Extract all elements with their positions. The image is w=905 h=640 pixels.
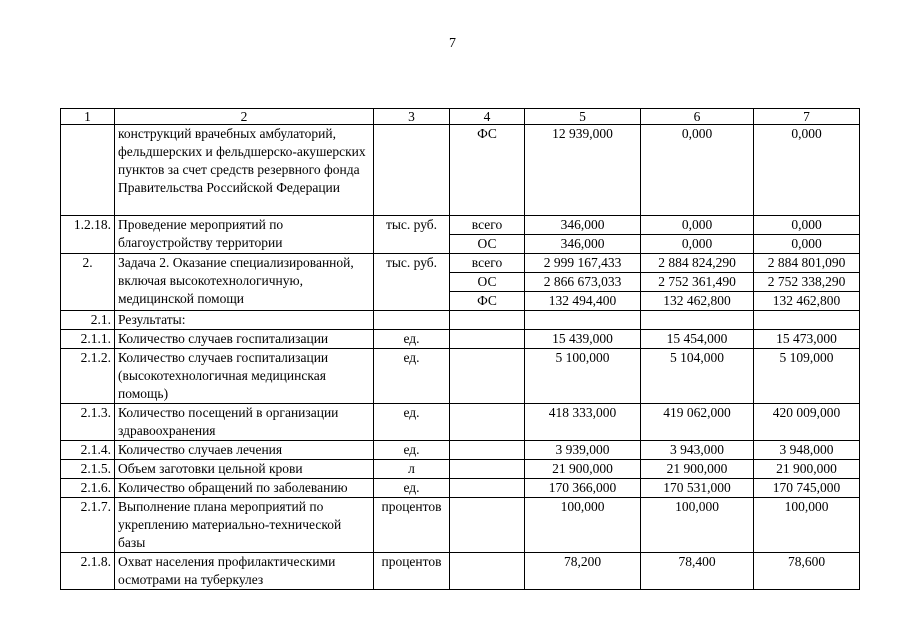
indicator-name-cell: Проведение мероприятий по благоустройству территории xyxy=(115,216,374,254)
value-cell-col5: 78,200 xyxy=(525,553,641,590)
column-header-row xyxy=(61,109,860,125)
value-cell-col6: 15 454,000 xyxy=(641,330,754,349)
row-number-cell: 2. xyxy=(61,254,115,311)
funding-source-cell xyxy=(450,460,525,479)
value-cell-col7: 3 948,000 xyxy=(754,441,860,460)
unit-cell: ед. xyxy=(374,441,450,460)
table-row xyxy=(61,311,860,330)
value-cell-col7: 0,000 xyxy=(754,125,860,216)
funding-source-cell: всего xyxy=(450,216,525,235)
row-number-cell: 2.1.6. xyxy=(61,479,115,498)
funding-source-cell: ФС xyxy=(450,292,525,311)
indicator-name-cell: Количество случаев госпитализации xyxy=(115,330,374,349)
row-number-cell: 2.1.7. xyxy=(61,498,115,553)
value-cell-col6: 0,000 xyxy=(641,125,754,216)
value-cell-col6 xyxy=(641,311,754,330)
value-cell-col7: 2 752 338,290 xyxy=(754,273,860,292)
indicator-name-cell: Задача 2. Оказание специализированной, включая высокотехнологичную, медицинской помощи xyxy=(115,254,374,311)
table-body xyxy=(61,109,860,590)
value-cell-col6: 78,400 xyxy=(641,553,754,590)
page-number: 7 xyxy=(449,36,456,51)
value-cell-col7: 5 109,000 xyxy=(754,349,860,404)
value-cell-col6: 100,000 xyxy=(641,498,754,553)
indicator-name-cell: Количество посещений в организации здравоохранения xyxy=(115,404,374,441)
value-cell-col6: 0,000 xyxy=(641,216,754,235)
value-cell-col5: 100,000 xyxy=(525,498,641,553)
unit-cell: ед. xyxy=(374,330,450,349)
value-cell-col6: 2 884 824,290 xyxy=(641,254,754,273)
unit-cell: ед. xyxy=(374,479,450,498)
value-cell-col7: 0,000 xyxy=(754,235,860,254)
value-cell-col5 xyxy=(525,311,641,330)
column-header: 7 xyxy=(754,109,860,125)
value-cell-col6: 170 531,000 xyxy=(641,479,754,498)
funding-source-cell xyxy=(450,479,525,498)
row-number-cell: 2.1.1. xyxy=(61,330,115,349)
table-row xyxy=(61,441,860,460)
row-number-cell: 2.1.5. xyxy=(61,460,115,479)
table-row xyxy=(61,254,860,273)
value-cell-col5: 2 866 673,033 xyxy=(525,273,641,292)
value-cell-col6: 2 752 361,490 xyxy=(641,273,754,292)
column-header: 3 xyxy=(374,109,450,125)
unit-cell: ед. xyxy=(374,349,450,404)
row-number-cell: 2.1.3. xyxy=(61,404,115,441)
value-cell-col5: 170 366,000 xyxy=(525,479,641,498)
value-cell-col7: 170 745,000 xyxy=(754,479,860,498)
indicator-name-cell: Количество случаев госпитализации (высокотехнологичная медицинская помощь) xyxy=(115,349,374,404)
value-cell-col7 xyxy=(754,311,860,330)
unit-cell: тыс. руб. xyxy=(374,216,450,254)
value-cell-col5: 346,000 xyxy=(525,235,641,254)
funding-source-cell: ОС xyxy=(450,273,525,292)
indicators-table xyxy=(60,108,860,590)
column-header: 6 xyxy=(641,109,754,125)
table-row xyxy=(61,460,860,479)
funding-source-cell: всего xyxy=(450,254,525,273)
indicator-name-cell: конструкций врачебных амбулаторий, фельдшерских и фельдшерско-акушерских пунктов за счет средств резервного фонда Правительства Российской Федерации xyxy=(115,125,374,216)
value-cell-col6: 3 943,000 xyxy=(641,441,754,460)
unit-cell: ед. xyxy=(374,404,450,441)
column-header: 2 xyxy=(115,109,374,125)
funding-source-cell xyxy=(450,441,525,460)
row-number-cell: 2.1.4. xyxy=(61,441,115,460)
value-cell-col7: 2 884 801,090 xyxy=(754,254,860,273)
value-cell-col7: 420 009,000 xyxy=(754,404,860,441)
indicator-name-cell: Количество случаев лечения xyxy=(115,441,374,460)
value-cell-col5: 12 939,000 xyxy=(525,125,641,216)
value-cell-col6: 419 062,000 xyxy=(641,404,754,441)
value-cell-col7: 78,600 xyxy=(754,553,860,590)
unit-cell: процентов xyxy=(374,553,450,590)
indicator-name-cell: Объем заготовки цельной крови xyxy=(115,460,374,479)
value-cell-col7: 21 900,000 xyxy=(754,460,860,479)
indicator-name-cell: Количество обращений по заболеванию xyxy=(115,479,374,498)
unit-cell xyxy=(374,311,450,330)
row-number-cell xyxy=(61,125,115,216)
indicator-name-cell: Охват населения профилактическими осмотрами на туберкулез xyxy=(115,553,374,590)
value-cell-col5: 132 494,400 xyxy=(525,292,641,311)
table-row xyxy=(61,216,860,235)
funding-source-cell xyxy=(450,330,525,349)
unit-cell: процентов xyxy=(374,498,450,553)
table-row xyxy=(61,553,860,590)
column-header: 4 xyxy=(450,109,525,125)
funding-source-cell xyxy=(450,553,525,590)
funding-source-cell xyxy=(450,311,525,330)
table-row xyxy=(61,498,860,553)
funding-source-cell xyxy=(450,349,525,404)
funding-source-cell xyxy=(450,498,525,553)
unit-cell: л xyxy=(374,460,450,479)
funding-source-cell: ФС xyxy=(450,125,525,216)
value-cell-col5: 15 439,000 xyxy=(525,330,641,349)
value-cell-col5: 3 939,000 xyxy=(525,441,641,460)
unit-cell xyxy=(374,125,450,216)
row-number-cell: 2.1.8. xyxy=(61,553,115,590)
value-cell-col7: 0,000 xyxy=(754,216,860,235)
value-cell-col5: 5 100,000 xyxy=(525,349,641,404)
indicator-name-cell: Выполнение плана мероприятий по укреплению материально-технической базы xyxy=(115,498,374,553)
table-row xyxy=(61,404,860,441)
value-cell-col6: 21 900,000 xyxy=(641,460,754,479)
unit-cell: тыс. руб. xyxy=(374,254,450,311)
row-number-cell: 2.1.2. xyxy=(61,349,115,404)
row-number-cell: 1.2.18. xyxy=(61,216,115,254)
column-header: 1 xyxy=(61,109,115,125)
table-row xyxy=(61,125,860,216)
value-cell-col6: 0,000 xyxy=(641,235,754,254)
value-cell-col5: 21 900,000 xyxy=(525,460,641,479)
table-row xyxy=(61,330,860,349)
funding-source-cell: ОС xyxy=(450,235,525,254)
value-cell-col5: 2 999 167,433 xyxy=(525,254,641,273)
value-cell-col6: 132 462,800 xyxy=(641,292,754,311)
table-row xyxy=(61,479,860,498)
column-header: 5 xyxy=(525,109,641,125)
value-cell-col7: 132 462,800 xyxy=(754,292,860,311)
value-cell-col6: 5 104,000 xyxy=(641,349,754,404)
funding-source-cell xyxy=(450,404,525,441)
value-cell-col7: 15 473,000 xyxy=(754,330,860,349)
table-row xyxy=(61,349,860,404)
value-cell-col5: 418 333,000 xyxy=(525,404,641,441)
value-cell-col5: 346,000 xyxy=(525,216,641,235)
value-cell-col7: 100,000 xyxy=(754,498,860,553)
indicator-name-cell: Результаты: xyxy=(115,311,374,330)
row-number-cell: 2.1. xyxy=(61,311,115,330)
